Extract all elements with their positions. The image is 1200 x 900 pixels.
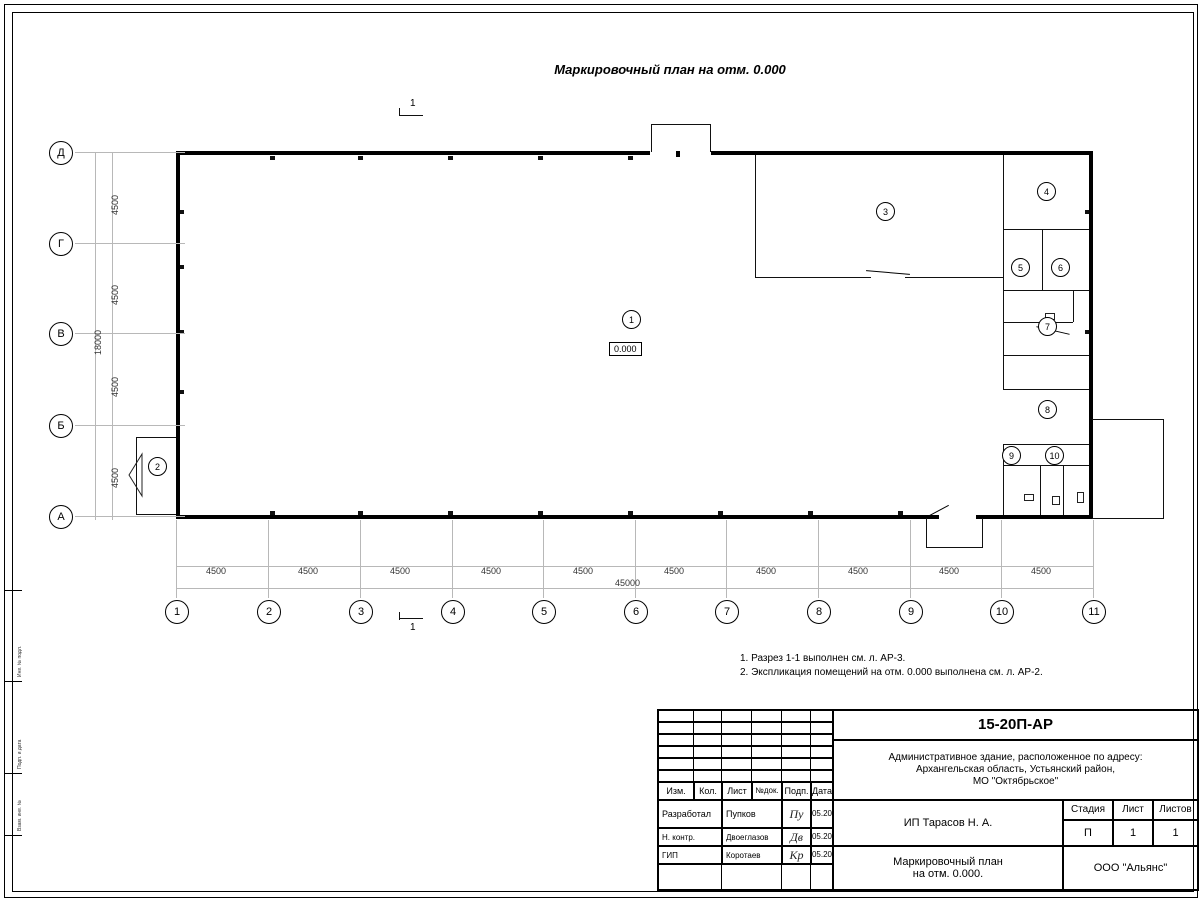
horizontal-dim: 4500 <box>206 566 227 576</box>
axis-line-d <box>75 152 185 153</box>
axis-line-g <box>75 243 185 244</box>
fixture <box>1077 492 1084 503</box>
horizontal-dim: 4500 <box>298 566 319 576</box>
axis-line-3 <box>360 520 361 598</box>
wall-bottom-right <box>976 515 1093 519</box>
title-block <box>657 709 1199 891</box>
horizontal-dim: 4500 <box>390 566 411 576</box>
wall-top-left <box>176 151 650 155</box>
pilaster <box>270 156 275 160</box>
pilaster <box>180 390 184 394</box>
horizontal-dim: 4500 <box>573 566 594 576</box>
porch-top-left <box>651 124 652 152</box>
partition-9 <box>1003 389 1089 390</box>
axis-marker-a: А <box>49 505 73 529</box>
horizontal-dim: 4500 <box>1031 566 1052 576</box>
col-header-ndok: №док. <box>752 782 782 800</box>
role-date: 05.20 <box>811 828 833 846</box>
pilaster <box>628 511 633 515</box>
col-header-list: Лист <box>722 782 752 800</box>
object-line-2: Архангельская область, Устьянский район, <box>915 764 1116 775</box>
section-mark-bottom: 1 <box>410 622 416 633</box>
horizontal-dim: 4500 <box>664 566 685 576</box>
role-label: Разработал <box>658 800 722 828</box>
partition-5 <box>1003 229 1089 230</box>
porch-top-right <box>710 124 711 152</box>
room-marker: 6 <box>1051 258 1070 277</box>
axis-line-1 <box>176 520 177 598</box>
annex-left-jamb-top <box>176 437 180 445</box>
revision-col <box>694 710 722 782</box>
role-date: 05.20 <box>811 846 833 864</box>
col-header-podp: Подп. <box>782 782 811 800</box>
vertical-dim: 4500 <box>110 284 120 305</box>
role-signature: Дв <box>782 828 811 846</box>
room-marker: 7 <box>1038 317 1057 336</box>
axis-marker-10: 10 <box>990 600 1014 624</box>
partition-8 <box>1003 290 1004 390</box>
elevation-marker: 0.000 <box>609 342 642 356</box>
partition-6 <box>1042 229 1043 291</box>
axis-line-v <box>75 333 185 334</box>
role-row-empty-col <box>782 864 811 890</box>
room-marker: 9 <box>1002 446 1021 465</box>
drawing-notes <box>740 652 1043 680</box>
axis-line-11 <box>1093 520 1094 598</box>
axis-marker-1: 1 <box>165 600 189 624</box>
axis-marker-3: 3 <box>349 600 373 624</box>
wall-right-lower <box>1089 419 1093 519</box>
axis-marker-b: Б <box>49 414 73 438</box>
sheets-value: 1 <box>1153 820 1198 846</box>
axis-line-10 <box>1001 520 1002 598</box>
revision-col <box>722 710 752 782</box>
role-date: 05.20 <box>811 800 833 828</box>
role-name: Двоеглазов <box>722 828 782 846</box>
role-signature: Кр <box>782 846 811 864</box>
pilaster <box>1085 330 1089 334</box>
leader-line <box>929 505 949 516</box>
horizontal-dim: 4500 <box>756 566 777 576</box>
porch-bottom-left <box>926 518 927 548</box>
annex-left-top <box>136 437 180 438</box>
section-mark-top: 1 <box>410 98 416 109</box>
sheet-name-line-2: на отм. 0.000. <box>912 868 984 880</box>
wall-bottom-left <box>176 515 939 519</box>
horizontal-dim: 4500 <box>939 566 960 576</box>
porch-top-top <box>651 124 711 125</box>
section-line-top <box>399 115 423 116</box>
object-description <box>833 740 1198 800</box>
sheets-header: Листов <box>1153 800 1198 820</box>
col-header-kol: Кол. <box>694 782 722 800</box>
pilaster <box>1085 210 1089 214</box>
object-line-3: МО "Октябрьское" <box>972 776 1059 787</box>
side-stamp-label: Инв. № подл. <box>17 645 23 677</box>
pilaster <box>448 511 453 515</box>
annex-right <box>1163 419 1164 519</box>
note-line: 1. Разрез 1-1 выполнен см. л. АР-3. <box>740 653 906 664</box>
axis-marker-7: 7 <box>715 600 739 624</box>
wall-top-right <box>711 151 1093 155</box>
axis-marker-5: 5 <box>532 600 556 624</box>
annex-bottom <box>1092 518 1164 519</box>
pilaster <box>270 511 275 515</box>
axis-line-a <box>75 516 185 517</box>
role-label: Н. контр. <box>658 828 722 846</box>
sheet-name-line-1: Маркировочный план <box>893 856 1003 868</box>
porch-top-jamb <box>676 151 680 157</box>
axis-line-5 <box>543 520 544 598</box>
axis-line-8 <box>818 520 819 598</box>
partition-3 <box>905 277 1003 278</box>
revision-col <box>782 710 811 782</box>
annex-top <box>1092 419 1164 420</box>
axis-line-2 <box>268 520 269 598</box>
pilaster <box>180 210 184 214</box>
pilaster <box>538 511 543 515</box>
pilaster <box>808 511 813 515</box>
horizontal-dim: 4500 <box>481 566 502 576</box>
axis-line-9 <box>910 520 911 598</box>
partition-4 <box>1003 155 1004 290</box>
stage-header: Стадия <box>1063 800 1113 820</box>
role-label: ГИП <box>658 846 722 864</box>
partition-1 <box>755 155 756 278</box>
axis-marker-6: 6 <box>624 600 648 624</box>
section-arrow-bottom <box>399 612 400 620</box>
revision-col <box>658 710 694 782</box>
axis-marker-v: В <box>49 322 73 346</box>
note-line: 2. Экспликация помещений на отм. 0.000 выполнена см. л. АР-2. <box>740 667 1043 678</box>
sheet-header: Лист <box>1113 800 1153 820</box>
col-header-izm: Изм. <box>658 782 694 800</box>
wall-right-upper <box>1089 151 1093 419</box>
sheet-name <box>833 846 1063 890</box>
partition-10 <box>1073 290 1074 322</box>
partition-7 <box>1003 290 1089 291</box>
company-name: ООО "Альянс" <box>1063 846 1198 890</box>
horizontal-dim: 4500 <box>848 566 869 576</box>
axis-marker-4: 4 <box>441 600 465 624</box>
axis-marker-2: 2 <box>257 600 281 624</box>
pilaster <box>358 156 363 160</box>
axis-marker-9: 9 <box>899 600 923 624</box>
porch-bottom-right <box>982 518 983 548</box>
role-row-empty-col <box>658 864 722 890</box>
room-marker: 2 <box>148 457 167 476</box>
side-stamp-label: Подп. и дата <box>17 739 23 769</box>
vertical-total-dim: 18000 <box>93 329 103 355</box>
pilaster <box>538 156 543 160</box>
role-row-empty-col <box>722 864 782 890</box>
axis-marker-g: Г <box>49 232 73 256</box>
pilaster <box>898 511 903 515</box>
partition-17 <box>1003 355 1089 356</box>
room-marker: 10 <box>1045 446 1064 465</box>
leader-line <box>866 270 910 275</box>
pilaster <box>628 156 633 160</box>
role-signature: Пу <box>782 800 811 828</box>
partition-14 <box>1040 465 1041 515</box>
role-name: Пупков <box>722 800 782 828</box>
axis-marker-11: 11 <box>1082 600 1106 624</box>
axis-marker-8: 8 <box>807 600 831 624</box>
stage-value: П <box>1063 820 1113 846</box>
axis-line-4 <box>452 520 453 598</box>
room-marker: 4 <box>1037 182 1056 201</box>
door-swing-room2 <box>128 452 152 498</box>
annex-left-bottom <box>136 514 180 515</box>
plan-title: Маркировочный план на отм. 0.000 <box>554 62 786 77</box>
partition-12 <box>1003 444 1089 445</box>
axis-line-7 <box>726 520 727 598</box>
pilaster <box>358 511 363 515</box>
partition-15 <box>1003 465 1089 466</box>
partition-2 <box>755 277 871 278</box>
pilaster <box>180 265 184 269</box>
vertical-dim: 4500 <box>110 194 120 215</box>
side-stamp-label: Взам. инв. № <box>17 800 23 831</box>
section-arrow-top <box>399 108 400 116</box>
role-name: Коротаев <box>722 846 782 864</box>
porch-bottom-bottom <box>926 547 983 548</box>
room-marker: 5 <box>1011 258 1030 277</box>
pilaster <box>448 156 453 160</box>
fixture <box>1024 494 1034 501</box>
project-code: 15-20П-АР <box>833 710 1198 740</box>
axis-line-b <box>75 425 185 426</box>
fixture <box>1052 496 1060 505</box>
axis-marker-d: Д <box>49 141 73 165</box>
pilaster <box>718 511 723 515</box>
horizontal-total-dim: 45000 <box>615 578 641 588</box>
object-line-1: Административное здание, расположенное по адресу: <box>888 752 1143 763</box>
vertical-dim: 4500 <box>110 467 120 488</box>
col-header-data: Дата <box>811 782 833 800</box>
customer-name: ИП Тарасов Н. А. <box>833 800 1063 846</box>
revision-col <box>752 710 782 782</box>
sheet-value: 1 <box>1113 820 1153 846</box>
section-line-bottom <box>399 618 423 619</box>
wall-left <box>176 151 180 519</box>
room-marker: 8 <box>1038 400 1057 419</box>
partition-16 <box>1063 465 1064 515</box>
room-marker: 3 <box>876 202 895 221</box>
vertical-dim: 4500 <box>110 376 120 397</box>
room-marker: 1 <box>622 310 641 329</box>
